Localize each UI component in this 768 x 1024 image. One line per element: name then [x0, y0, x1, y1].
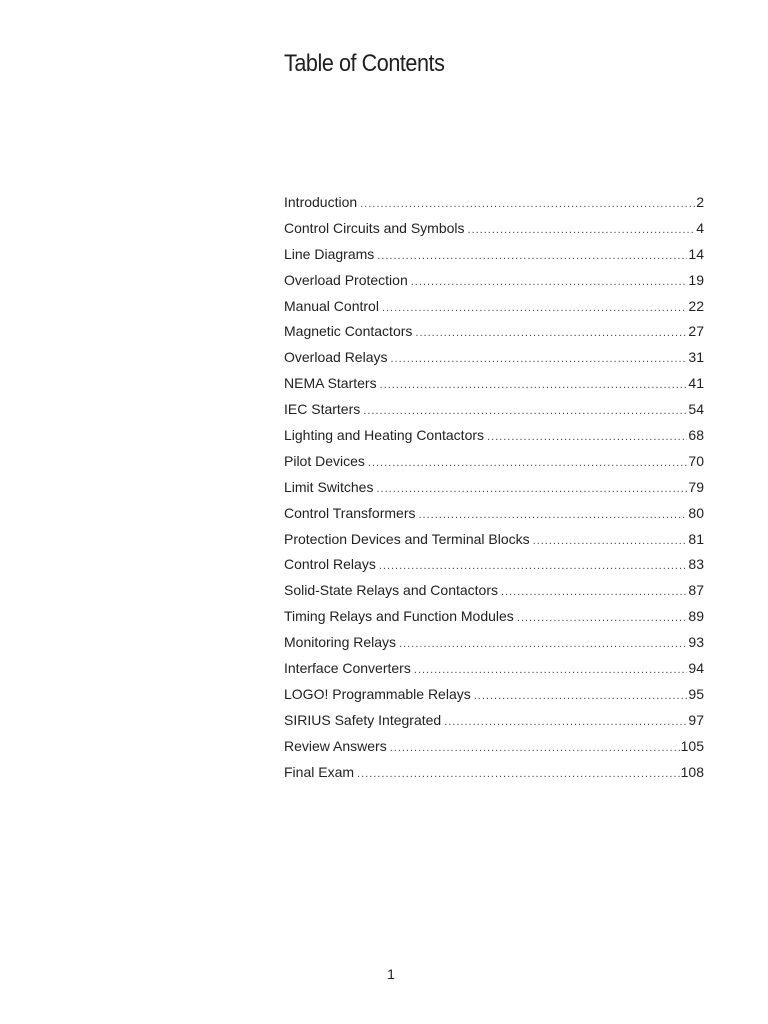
toc-entry-page: 97 [688, 711, 704, 728]
page-title: Table of Contents [284, 50, 445, 77]
toc-entry-label: Lighting and Heating Contactors [284, 427, 485, 444]
dot-leader [415, 321, 687, 347]
dot-leader [390, 736, 680, 762]
toc-entry-page: 89 [688, 608, 704, 625]
toc-entry-page: 14 [688, 245, 704, 262]
toc-entry-label: Control Transformers [284, 504, 416, 521]
toc-entry[interactable] [284, 397, 704, 423]
toc-entry[interactable] [284, 682, 704, 708]
toc-entry-page: 93 [688, 634, 704, 651]
toc-entry-label: Control Circuits and Symbols [284, 219, 465, 236]
toc-entry-page: 27 [688, 323, 704, 340]
toc-entry-page: 70 [688, 452, 704, 469]
toc-entry[interactable] [284, 527, 704, 553]
toc-entry-label: LOGO! Programmable Relays [284, 685, 471, 702]
toc-entry-page: 105 [680, 737, 704, 754]
dot-leader [517, 606, 688, 632]
toc-entry-page: 41 [688, 375, 704, 392]
dot-leader [444, 710, 687, 736]
toc-entry-label: IEC Starters [284, 401, 361, 418]
toc-entry[interactable] [284, 578, 704, 604]
toc-entry[interactable] [284, 475, 704, 501]
dot-leader [501, 580, 687, 606]
toc-entry[interactable] [284, 423, 704, 449]
toc-entry[interactable] [284, 319, 704, 345]
dot-leader [399, 632, 687, 658]
toc-entry[interactable] [284, 449, 704, 475]
dot-leader [533, 529, 688, 555]
dot-leader [414, 658, 688, 684]
toc-entry-label: Line Diagrams [284, 245, 375, 262]
dot-leader [380, 373, 688, 399]
toc-entry-page: 95 [688, 685, 704, 702]
toc-entry[interactable] [284, 630, 704, 656]
dot-leader [382, 296, 687, 322]
toc-entry-label: Review Answers [284, 737, 387, 754]
toc-entry-page: 22 [688, 297, 704, 314]
dot-leader [363, 399, 687, 425]
toc-entry-label: Interface Converters [284, 660, 411, 677]
toc-entry[interactable] [284, 501, 704, 527]
toc-entry[interactable] [284, 760, 704, 786]
dot-leader [391, 347, 688, 373]
toc-entry-page: 87 [688, 582, 704, 599]
toc-entry-page: 4 [696, 219, 704, 236]
toc-entry-page: 94 [688, 660, 704, 677]
toc-entry-label: Magnetic Contactors [284, 323, 413, 340]
toc-entry[interactable] [284, 656, 704, 682]
toc-entry-label: Protection Devices and Terminal Blocks [284, 530, 530, 547]
toc-entry[interactable] [284, 552, 704, 578]
toc-entry[interactable] [284, 371, 704, 397]
toc-entry-page: 81 [688, 530, 704, 547]
toc-entry-label: Introduction [284, 194, 358, 210]
toc-entry[interactable] [284, 242, 704, 268]
toc-entry[interactable] [284, 604, 704, 630]
dot-leader [360, 192, 695, 218]
dot-leader [357, 762, 680, 788]
toc-entry-label: Timing Relays and Function Modules [284, 608, 514, 625]
dot-leader [411, 270, 688, 296]
toc-entry-page: 68 [688, 427, 704, 444]
dot-leader [487, 425, 687, 451]
table-of-contents [284, 190, 704, 785]
toc-entry[interactable] [284, 294, 704, 320]
toc-entry[interactable] [284, 216, 704, 242]
toc-entry-label: SIRIUS Safety Integrated [284, 711, 442, 728]
toc-entry[interactable] [284, 345, 704, 371]
toc-entry-page: 2 [696, 194, 704, 210]
dot-leader [376, 477, 687, 503]
dot-leader [418, 503, 687, 529]
toc-entry-page: 79 [688, 478, 704, 495]
toc-entry-label: Final Exam [284, 763, 355, 780]
toc-entry-label: Overload Protection [284, 271, 408, 288]
page-number: 1 [387, 966, 395, 982]
toc-entry-label: Limit Switches [284, 478, 374, 495]
dot-leader [474, 684, 688, 710]
toc-entry-label: NEMA Starters [284, 375, 377, 392]
dot-leader [368, 451, 688, 477]
toc-entry-label: Monitoring Relays [284, 634, 397, 651]
toc-entry-label: Solid-State Relays and Contactors [284, 582, 498, 599]
toc-entry-label: Manual Control [284, 297, 379, 314]
toc-entry-label: Pilot Devices [284, 452, 365, 469]
toc-entry[interactable] [284, 708, 704, 734]
toc-entry[interactable] [284, 268, 704, 294]
dot-leader [377, 244, 687, 270]
toc-entry-label: Control Relays [284, 556, 376, 573]
toc-entry-page: 80 [688, 504, 704, 521]
toc-entry[interactable] [284, 734, 704, 760]
toc-entry-page: 54 [688, 401, 704, 418]
toc-entry-page: 83 [688, 556, 704, 573]
toc-entry[interactable] [284, 190, 704, 216]
dot-leader [468, 218, 696, 244]
toc-entry-page: 19 [688, 271, 704, 288]
toc-entry-page: 108 [680, 763, 704, 780]
toc-entry-label: Overload Relays [284, 349, 388, 366]
dot-leader [379, 554, 688, 580]
toc-entry-page: 31 [688, 349, 704, 366]
